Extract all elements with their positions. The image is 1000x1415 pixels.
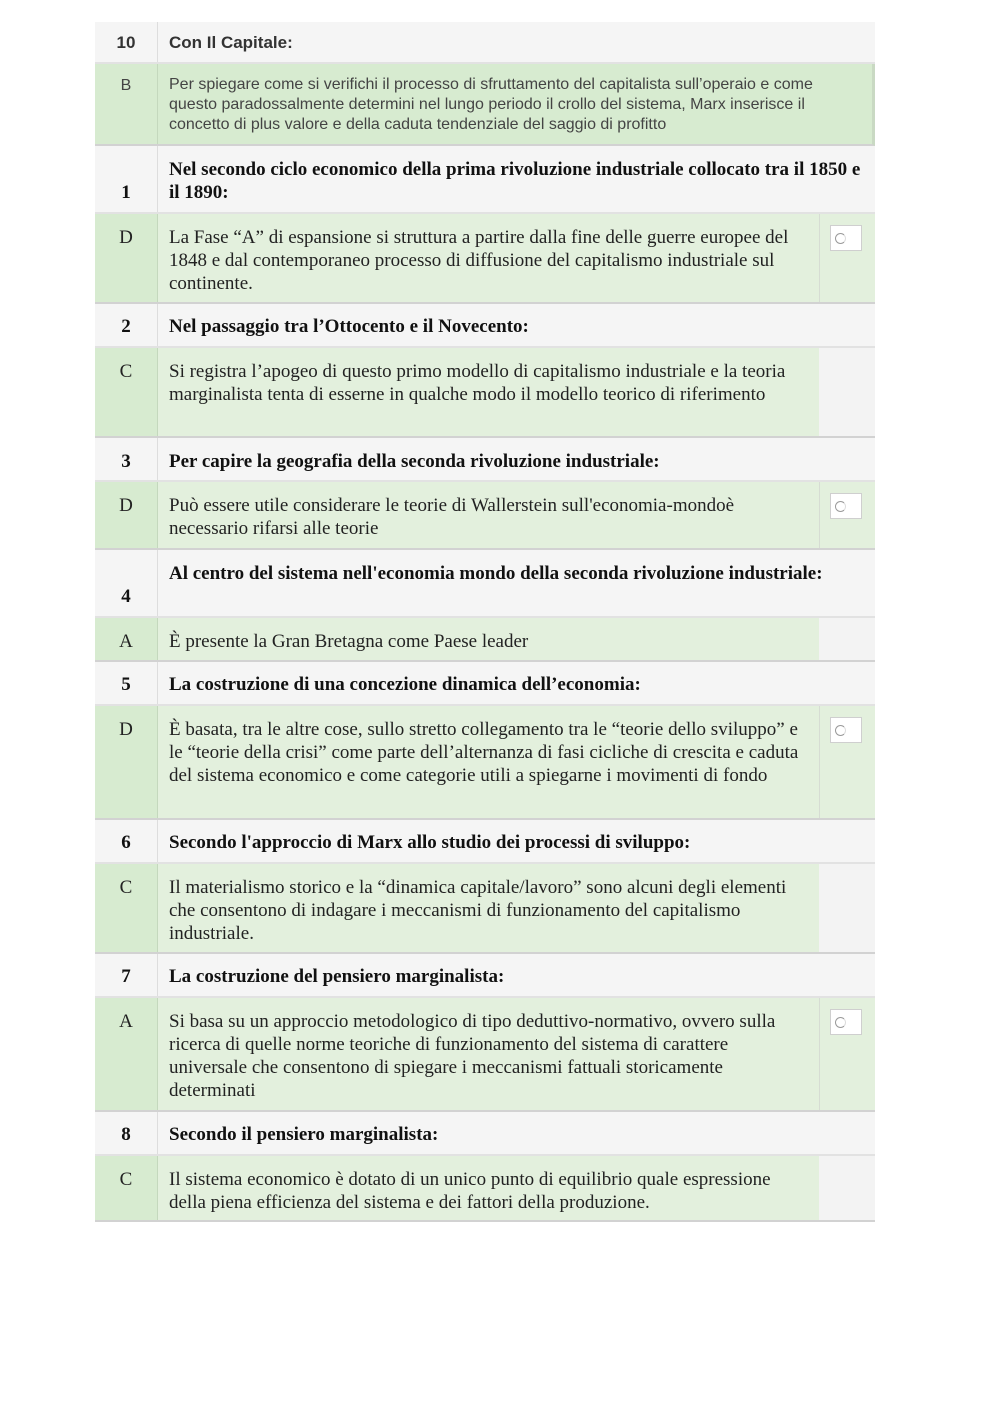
- answer-row: [95, 998, 875, 1112]
- answer-text: Il sistema economico è dotato di un unico punto di equilibrio quale espressione della piena efficienza del sistema e dei fattori della produzione.: [169, 1169, 771, 1213]
- question-row: [95, 954, 875, 998]
- answer-letter: D: [95, 214, 158, 302]
- question-text: Al centro del sistema nell'economia mondo della seconda rivoluzione industriale:: [169, 563, 823, 584]
- question-row: [95, 438, 875, 482]
- question-row: [95, 550, 875, 618]
- answer-letter: C: [95, 348, 158, 436]
- answer-text: Si basa su un approccio metodologico di tipo deduttivo-normativo, ovvero sulla ricerca di quelle norme teoriche di funzionamento del sistema di carattere universale che consentono di spiegare i meccanismi fattuali storicamente determinati: [169, 1011, 776, 1101]
- question-number: 2: [95, 304, 158, 346]
- answer-radio-cell: [819, 618, 875, 660]
- answer-text: Per spiegare come si verifichi il processo di sfruttamento del capitalista sull’operaio e come questo paradossalmente determini nel lungo periodo il crollo del sistema, Marx inserisce il concetto di plus valore e della caduta tendenziale del saggio di profitto: [158, 64, 872, 144]
- answer-radio[interactable]: [830, 1009, 862, 1035]
- question-row: [95, 662, 875, 706]
- answer-text: La Fase “A” di espansione si struttura a partire dalla fine delle guerre europee del 1848 e dal contemporaneo processo di diffusione del capitalismo industriale sul continente.: [169, 227, 789, 294]
- question-text: Con Il Capitale:: [169, 33, 293, 52]
- answer-row: [95, 864, 875, 954]
- answer-radio-cell: [819, 1156, 875, 1220]
- answer-radio-cell: [819, 864, 875, 952]
- question-row: [95, 820, 875, 864]
- question-number: 4: [95, 550, 158, 616]
- answer-row: [95, 348, 875, 438]
- answer-text: Può essere utile considerare le teorie di Wallerstein sull'economia-mondoè necessario rifarsi alle teorie: [169, 495, 735, 539]
- answer-row: [95, 482, 875, 550]
- question-row: [95, 304, 875, 348]
- answer-letter: C: [95, 864, 158, 952]
- question-number: 8: [95, 1112, 158, 1154]
- question-text: Nel passaggio tra l’Ottocento e il Novecento:: [169, 316, 529, 337]
- answer-radio[interactable]: [830, 225, 862, 251]
- question-number: 10: [95, 22, 158, 62]
- answer-radio-cell: [819, 998, 875, 1110]
- question-row: [95, 22, 875, 64]
- answer-row: [95, 1156, 875, 1222]
- answer-row: [95, 618, 875, 662]
- answer-radio[interactable]: [830, 493, 862, 519]
- answer-text: Si registra l’apogeo di questo primo modello di capitalismo industriale e la teoria marginalista tenta di esserne in qualche modo il modello teorico di riferimento: [169, 361, 786, 405]
- question-row: [95, 146, 875, 214]
- answer-radio-cell: [819, 214, 875, 302]
- answer-letter: A: [95, 618, 158, 660]
- answer-text: Il materialismo storico e la “dinamica capitale/lavoro” sono alcuni degli elementi che consentono di indagare i meccanismi di funzionamento del capitalismo industriale.: [169, 877, 787, 944]
- answer-letter: D: [95, 706, 158, 818]
- answer-text: È presente la Gran Bretagna come Paese leader: [169, 631, 529, 652]
- question-number: 1: [95, 146, 158, 212]
- answer-radio-cell: [819, 706, 875, 818]
- question-text: Nel secondo ciclo economico della prima rivoluzione industriale collocato tra il 1850 e il 1890:: [169, 159, 861, 203]
- answer-radio[interactable]: [830, 717, 862, 743]
- question-text: La costruzione del pensiero marginalista:: [169, 966, 505, 987]
- answer-text: È basata, tra le altre cose, sullo stretto collegamento tra le “teorie dello sviluppo” e le “teorie della crisi” come parte dell’alternanza di fasi cicliche di crescita e caduta del sistema economico e come categorie utili a spiegarne i movimenti di fondo: [169, 719, 799, 786]
- question-number: 6: [95, 820, 158, 862]
- answer-row: [95, 706, 875, 820]
- answer-letter: A: [95, 998, 158, 1110]
- question-number: 3: [95, 438, 158, 480]
- question-text: Secondo il pensiero marginalista:: [169, 1124, 439, 1145]
- question-text: Per capire la geografia della seconda rivoluzione industriale:: [169, 451, 660, 472]
- question-number: 5: [95, 662, 158, 704]
- answer-letter: C: [95, 1156, 158, 1220]
- answer-row: [95, 214, 875, 304]
- answer-radio-cell: [819, 482, 875, 548]
- answer-row: [95, 64, 875, 146]
- answer-radio-cell: [819, 348, 875, 436]
- question-text: La costruzione di una concezione dinamica dell’economia:: [169, 674, 641, 695]
- question-row: [95, 1112, 875, 1156]
- question-text: Secondo l'approccio di Marx allo studio dei processi di sviluppo:: [169, 832, 691, 853]
- question-number: 7: [95, 954, 158, 996]
- answer-letter: B: [95, 64, 158, 144]
- answer-letter: D: [95, 482, 158, 548]
